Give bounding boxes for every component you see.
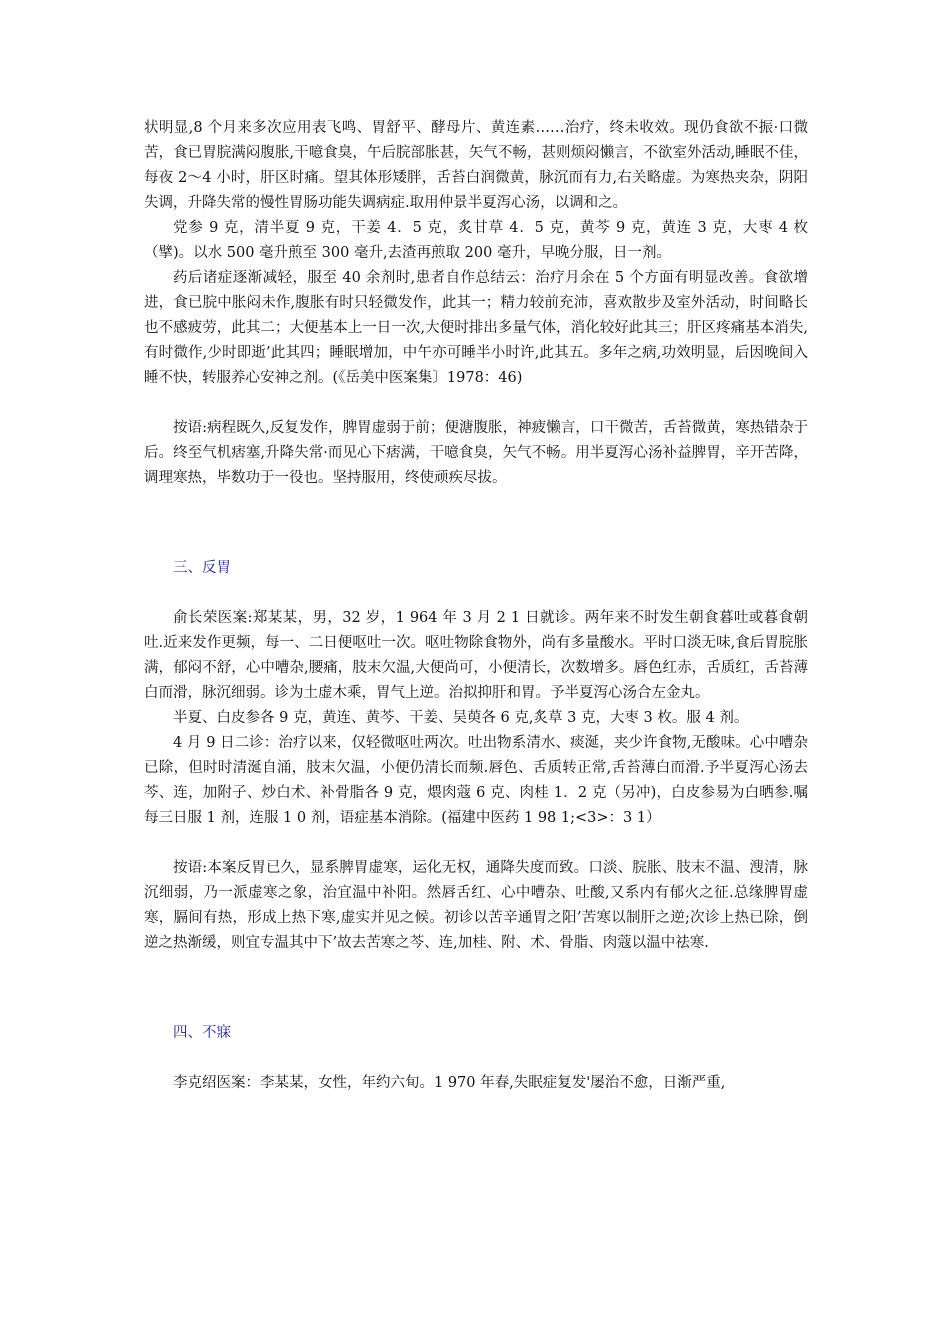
section-heading-fanwei: 三、反胃	[173, 560, 231, 576]
case-description-paragraph: 状明显,8 个月来多次应用表飞鸣、胃舒平、酵母片、黄连素……治疗，终未收效。现仍食欲不振·口微苦，食已胃脘满闷腹胀,干噫食臭，午后脘部胀甚，矢气不畅，甚则烦闷懒言，不欲室外活动,睡眠不佳，每夜 2～4 小时，肝区时痛。望其体形矮胖，舌苔白润微黄，脉沉而有力,右关略虚。为寒热夹杂，阴阳失调，升降失常的慢性胃肠功能失调病症.取用仲景半夏泻心汤，以调和之。	[144, 120, 808, 211]
spacer	[144, 1046, 808, 1071]
spacer	[144, 956, 808, 1021]
commentary-paragraph: 按语:本案反胃已久，显系脾胃虚寒，运化无权，通降失度而致。口淡、脘胀、肢末不温、溲清，脉沉细弱，乃一派虚寒之象，治宜温中补阳。然唇舌红、心中嘈杂、吐酸,又系内有郁火之征.总缘脾胃虚寒，膈间有热，形成上热下寒,虚实并见之候。初诊以苦辛通胃之阳’苦寒以制肝之逆;次诊上热已除，倒逆之热渐缓，则宜专温其中下’故去苦寒之芩、连,加桂、附、术、骨脂、肉蔻以温中祛寒.	[144, 860, 808, 951]
case-description-paragraph: 俞长荣医案:郑某某，男，32 岁，1 964 年 3 月 2 1 日就诊。两年来不时发生朝食暮吐或暮食朝吐.近来发作更频，每一、二日便呕吐一次。呕吐物除食物外，尚有多量酸水。平时口淡无味,食后胃脘胀满，郁闷不舒，心中嘈杂,腰痛，肢末欠温,大便尚可，小便清长，次数增多。唇色红赤，舌质红，舌苔薄白而滑，脉沉细弱。诊为土虚木乘，胃气上逆。治拟抑肝和胃。予半夏泻心汤合左金丸。	[144, 610, 808, 701]
spacer	[144, 491, 808, 556]
treatment-result-paragraph: 药后诸症逐渐减轻，服至 40 余剂时,患者自作总结云：治疗月余在 5 个方面有明显改善。食欲增进，食已脘中胀闷未作,腹胀有时只轻微发作，此其一；精力较前充沛，喜欢散步及室外活动，时间略长也不感疲劳，此其二；大便基本上一日一次,大便时排出多量气体，消化较好此其三；肝区疼痛基本消失,有时微作,少时即逝’此其四；睡眠增加，中午亦可睡半小时许,此其五。多年之病,功效明显，后因晚间入睡不快，转服养心安神之剂。(《岳美中医案集〕1978：46)	[144, 270, 808, 386]
commentary-paragraph: 按语:病程既久,反复发作，脾胃虚弱于前；便溏腹胀，神疲懒言，口干微苦，舌苔微黄，寒热错杂于后。终至气机痞塞,升降失常·而见心下痞满，干噫食臭，矢气不畅。用半夏泻心汤补益脾胃，辛开苦降，调理寒热，毕数功于一役也。坚持服用，终使顽疾尽拔。	[144, 420, 808, 486]
spacer	[144, 581, 808, 606]
spacer	[144, 831, 808, 856]
follow-up-paragraph: 4 月 9 日二诊：治疗以来，仅轻微呕吐两次。吐出物系清水、痰涎，夹少许食物,无酸味。心中嘈杂已除，但时时清涎自涌，肢末欠温，小便仍清长而频.唇色、舌质转正常,舌苔薄白而滑.予半夏泻心汤去芩、连，加附子、炒白术、补骨脂各 9 克，煨肉蔻 6 克、肉桂 1．2 克（另冲)，白皮参易为白晒参.嘱每三日服 1 剂，连服 1 0 剂，语症基本消除。(福建中医药 1 98 1;<3>：3 1）	[144, 735, 808, 826]
prescription-paragraph: 党参 9 克，清半夏 9 克，干姜 4．5 克，炙甘草 4．5 克，黄芩 9 克，黄连 3 克，大枣 4 枚（擘)。以水 500 毫升煎至 300 毫升,去渣再煎取 200 毫升，早晚分服，日一剂。	[144, 220, 808, 261]
spacer	[144, 391, 808, 416]
prescription-paragraph: 半夏、白皮参各 9 克，黄连、黄芩、干姜、吴萸各 6 克,炙草 3 克，大枣 3 枚。服 4 剂。	[173, 710, 749, 726]
document-page	[144, 116, 808, 1096]
case-description-paragraph: 李克绍医案：李某某，女性，年约六旬。1 970 年春,失眠症复发'屡治不愈，日渐严重,	[173, 1075, 726, 1091]
section-heading-bumei: 四、不寐	[173, 1025, 231, 1041]
